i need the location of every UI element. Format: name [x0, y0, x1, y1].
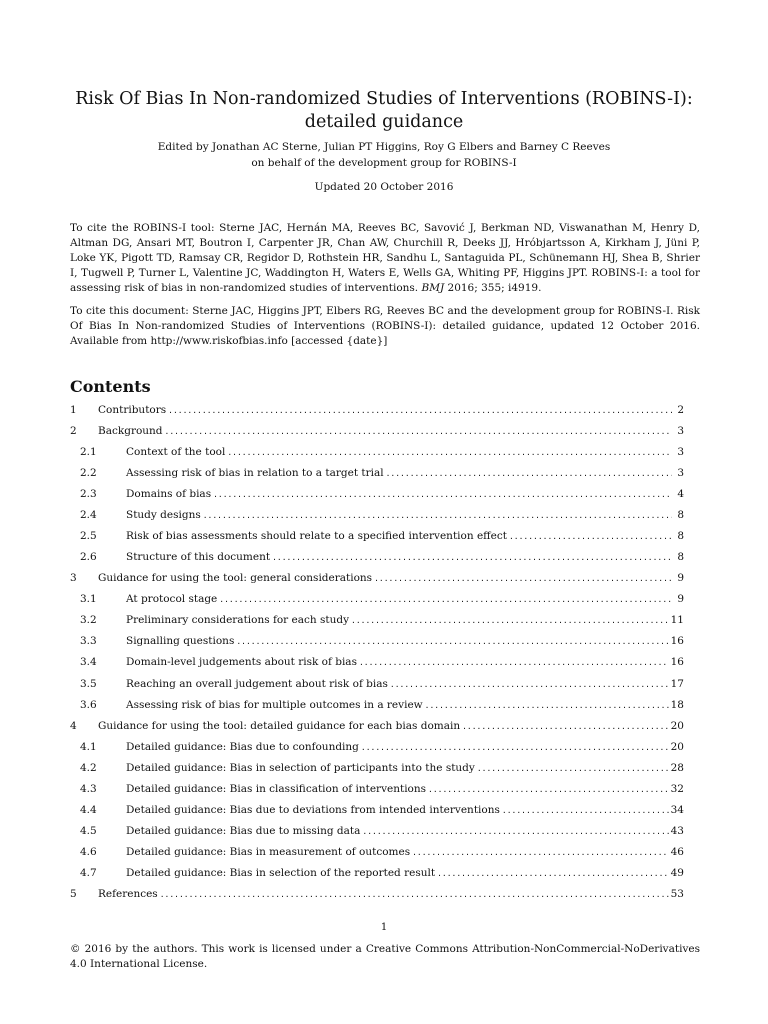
toc-entry[interactable]	[70, 633, 684, 649]
toc-entry-title: Detailed guidance: Bias in classification of interventions	[126, 783, 427, 795]
toc-entry-page: 16	[670, 635, 684, 647]
title-line-2: detailed guidance	[304, 112, 464, 132]
editors-line-2: on behalf of the development group for ROBINS-I	[251, 157, 517, 169]
toc-entry-title: Guidance for using the tool: general considerations	[98, 572, 373, 584]
toc-dot-leader	[437, 866, 669, 882]
toc-entry-number: 3.3	[80, 635, 97, 647]
toc-entry-number: 3	[70, 572, 77, 584]
toc-dot-leader	[236, 634, 668, 650]
editors-block	[40, 139, 728, 171]
toc-entry[interactable]	[70, 654, 684, 670]
toc-entry[interactable]	[70, 739, 684, 755]
toc-entry-page: 17	[670, 678, 684, 690]
toc-entry-number: 3.1	[80, 593, 97, 605]
toc-entry[interactable]	[70, 591, 684, 607]
toc-entry-page: 3	[677, 467, 684, 479]
toc-entry[interactable]	[70, 760, 684, 776]
toc-entry-number: 2.4	[80, 509, 97, 521]
toc-entry-title: At protocol stage	[126, 593, 218, 605]
toc-entry[interactable]	[70, 844, 684, 860]
toc-dot-leader	[477, 761, 669, 777]
toc-entry-title: Background	[98, 425, 163, 437]
toc-entry[interactable]	[70, 465, 684, 481]
toc-entry-page: 53	[670, 888, 684, 900]
toc-entry-page: 49	[670, 867, 684, 879]
document-citation: To cite this document: Sterne JAC, Higgins JPT, Elbers RG, Reeves BC and the development group for ROBINS-I. Risk Of Bias In Non-randomized Studies of Interventions (ROBINS-I): detailed guidance, updated 12 October 2016. Available from http://www.riskofbias.info [accessed {date}]	[70, 305, 700, 347]
toc-dot-leader	[219, 592, 672, 608]
updated-date: Updated 20 October 2016	[314, 181, 454, 193]
toc-entry-number: 4.3	[80, 783, 97, 795]
toc-dot-leader	[213, 487, 672, 503]
toc-entry-title: Assessing risk of bias for multiple outcomes in a review	[126, 699, 423, 711]
toc-dot-leader	[502, 803, 669, 819]
toc-entry-title: Assessing risk of bias in relation to a target trial	[126, 467, 384, 479]
toc-dot-leader	[272, 550, 672, 566]
toc-dot-leader	[362, 824, 668, 840]
toc-entry-page: 8	[677, 509, 684, 521]
toc-entry[interactable]	[70, 865, 684, 881]
toc-entry-page: 20	[670, 720, 684, 732]
toc-entry[interactable]	[70, 570, 684, 586]
toc-entry-number: 5	[70, 888, 77, 900]
toc-dot-leader	[374, 571, 672, 587]
toc-entry-title: Signalling questions	[126, 635, 235, 647]
toc-entry-number: 4.7	[80, 867, 97, 879]
toc-entry-page: 43	[670, 825, 684, 837]
toc-entry-title: Structure of this document	[126, 551, 271, 563]
toc-dot-leader	[428, 782, 669, 798]
toc-dot-leader	[412, 845, 669, 861]
title-line-1: Risk Of Bias In Non-randomized Studies of Interventions (ROBINS-I):	[75, 89, 693, 109]
toc-entry-number: 4	[70, 720, 77, 732]
toc-entry-page: 9	[677, 572, 684, 584]
toc-entry-number: 2.1	[80, 446, 97, 458]
toc-entry[interactable]	[70, 886, 684, 902]
toc-entry-page: 18	[670, 699, 684, 711]
toc-entry-title: Detailed guidance: Bias due to missing data	[126, 825, 361, 837]
toc-entry-page: 32	[670, 783, 684, 795]
toc-entry-number: 2.2	[80, 467, 97, 479]
toc-dot-leader	[351, 613, 669, 629]
toc-dot-leader	[361, 740, 669, 756]
toc-dot-leader	[462, 719, 669, 735]
toc-entry-number: 3.2	[80, 614, 97, 626]
toc-dot-leader	[386, 466, 672, 482]
toc-entry-page: 16	[670, 656, 684, 668]
toc-entry[interactable]	[70, 781, 684, 797]
tool-citation	[70, 221, 700, 296]
toc-entry-title: Reaching an overall judgement about risk of bias	[126, 678, 388, 690]
toc-dot-leader	[359, 655, 669, 671]
license-notice: © 2016 by the authors. This work is licensed under a Creative Commons Attribution-NonCommercial-NoDerivatives 4.0 International License.	[70, 943, 700, 970]
toc-entry-page: 20	[670, 741, 684, 753]
toc-entry-page: 8	[677, 530, 684, 542]
toc-entry-number: 2	[70, 425, 77, 437]
toc-entry-title: Detailed guidance: Bias in selection of the reported result	[126, 867, 436, 879]
toc-dot-leader	[165, 424, 672, 440]
toc-entry-number: 4.2	[80, 762, 97, 774]
toc-dot-leader	[425, 698, 669, 714]
toc-dot-leader	[390, 677, 669, 693]
toc-entry[interactable]	[70, 486, 684, 502]
tool-citation-journal: BMJ	[421, 282, 445, 294]
toc-dot-leader	[168, 403, 672, 419]
tool-citation-ref: 2016; 355; i4919.	[444, 282, 542, 294]
toc-entry-title: Detailed guidance: Bias in selection of participants into the study	[126, 762, 475, 774]
toc-entry-title: Detailed guidance: Bias due to confounding	[126, 741, 359, 753]
toc-entry-number: 4.5	[80, 825, 97, 837]
toc-entry-number: 3.6	[80, 699, 97, 711]
toc-entry[interactable]	[70, 528, 684, 544]
toc-entry[interactable]	[70, 423, 684, 439]
toc-entry-title: References	[98, 888, 158, 900]
document-title	[40, 88, 728, 134]
toc-entry-page: 28	[670, 762, 684, 774]
toc-entry[interactable]	[70, 676, 684, 692]
toc-entry-title: Preliminary considerations for each study	[126, 614, 349, 626]
contents-heading: Contents	[70, 377, 151, 396]
page-number: 1	[380, 922, 388, 933]
toc-entry-number: 3.4	[80, 656, 97, 668]
toc-entry-page: 9	[677, 593, 684, 605]
toc-entry-title: Contributors	[98, 404, 167, 416]
toc-entry-page: 34	[670, 804, 684, 816]
toc-entry-page: 46	[670, 846, 684, 858]
toc-entry-title: Guidance for using the tool: detailed guidance for each bias domain	[98, 720, 461, 732]
editors-line-1: Edited by Jonathan AC Sterne, Julian PT Higgins, Roy G Elbers and Barney C Reeves	[157, 141, 611, 153]
toc-entry-number: 2.6	[80, 551, 97, 563]
toc-entry[interactable]	[70, 697, 684, 713]
toc-entry[interactable]	[70, 718, 684, 734]
toc-entry-title: Study designs	[126, 509, 201, 521]
toc-entry-page: 8	[677, 551, 684, 563]
toc-dot-leader	[160, 887, 669, 903]
toc-entry[interactable]	[70, 444, 684, 460]
toc-entry[interactable]	[70, 507, 684, 523]
toc-entry-number: 1	[70, 404, 77, 416]
toc-entry-number: 3.5	[80, 678, 97, 690]
toc-entry-number: 2.3	[80, 488, 97, 500]
tool-citation-text: To cite the ROBINS-I tool: Sterne JAC, Hernán MA, Reeves BC, Savović J, Berkman ND, Viswanathan M, Henry D, Altman DG, Ansari MT, Boutron I, Carpenter JR, Chan AW, Churchill R, Deeks JJ, Hróbjartsson A, Kirkham J, Jüni P, Loke YK, Pigott TD, Ramsay CR, Regidor D, Rothstein HR, Sandhu L, Santaguida PL, Schünemann HJ, Shea B, Shrier I, Tugwell P, Turner L, Valentine JC, Waddington H, Waters E, Wells GA, Whiting PF, Higgins JPT. ROBINS-I: a tool for assessing risk of bias in non-randomized studies of interventions.	[70, 222, 700, 294]
toc-dot-leader	[203, 508, 672, 524]
toc-dot-leader	[509, 529, 672, 545]
toc-entry-title: Context of the tool	[126, 446, 226, 458]
toc-entry[interactable]	[70, 549, 684, 565]
toc-entry-title: Detailed guidance: Bias in measurement of outcomes	[126, 846, 411, 858]
toc-entry[interactable]	[70, 823, 684, 839]
toc-entry-number: 2.5	[80, 530, 97, 542]
toc-entry-title: Domain-level judgements about risk of bias	[126, 656, 357, 668]
toc-entry-title: Risk of bias assessments should relate to a specified intervention effect	[126, 530, 507, 542]
toc-entry-title: Detailed guidance: Bias due to deviations from intended interventions	[126, 804, 500, 816]
toc-entry-page: 3	[677, 425, 684, 437]
toc-entry[interactable]	[70, 802, 684, 818]
toc-dot-leader	[227, 445, 672, 461]
toc-entry-number: 4.1	[80, 741, 97, 753]
toc-entry[interactable]	[70, 402, 684, 418]
toc-entry-page: 2	[677, 404, 684, 416]
toc-entry-page: 4	[677, 488, 684, 500]
toc-entry-title: Domains of bias	[126, 488, 212, 500]
toc-entry-page: 3	[677, 446, 684, 458]
toc-entry-number: 4.6	[80, 846, 97, 858]
toc-entry[interactable]	[70, 612, 684, 628]
toc-entry-page: 11	[670, 614, 684, 626]
toc-entry-number: 4.4	[80, 804, 97, 816]
